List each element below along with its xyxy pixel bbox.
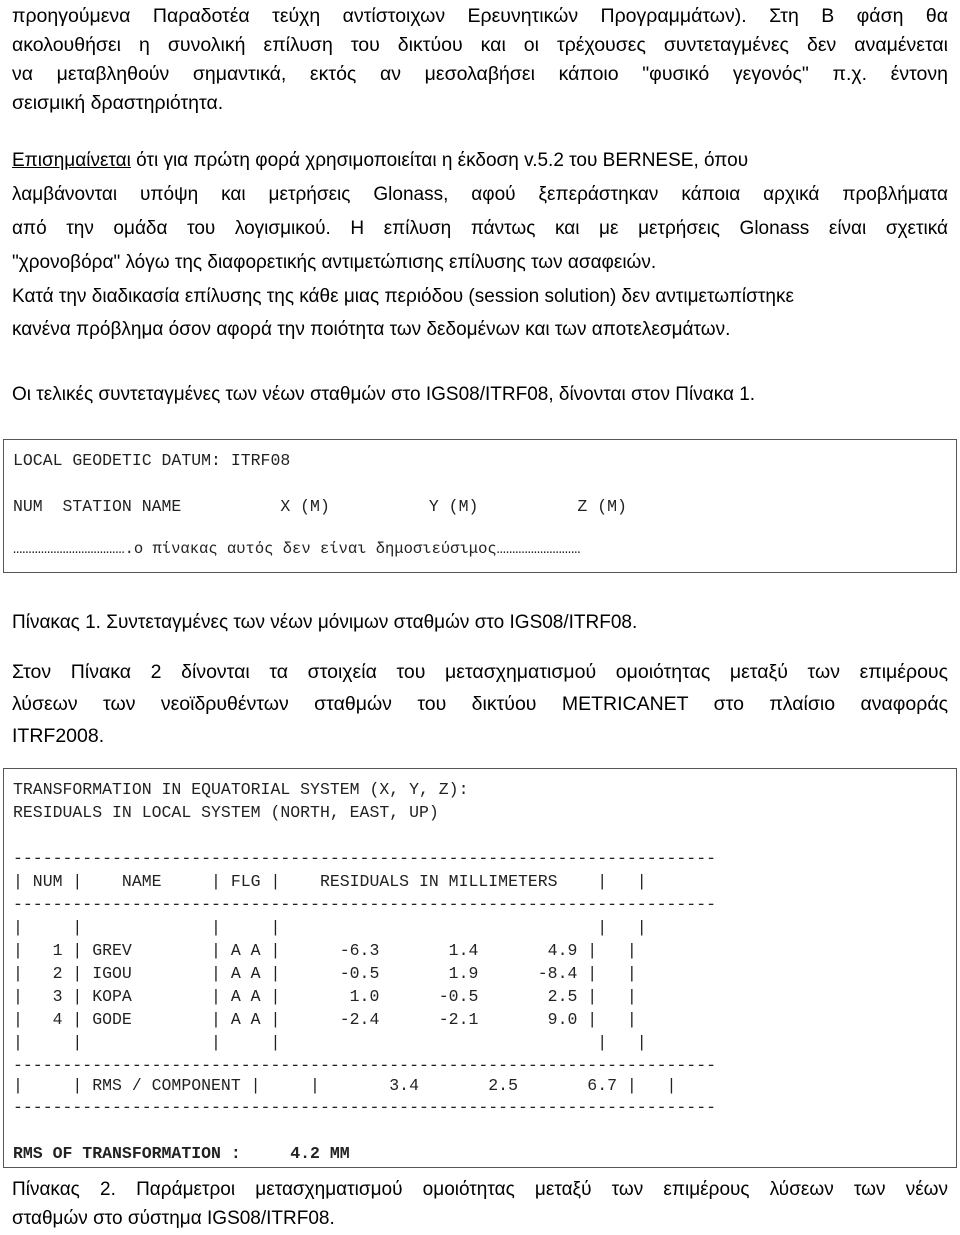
paragraph-session-line-2: κανένα πρόβλημα όσον αφορά την ποιότητα των δεδομένων και των αποτελεσμάτων.: [12, 319, 731, 340]
paragraph-table2-intro-line-1: Στον Πίνακα 2 δίνονται τα στοιχεία του μετασχηματισμού ομοιότητας μεταξύ των επιμέρους: [12, 661, 948, 683]
table-2-blank-row: | | | | | |: [13, 1033, 647, 1052]
table-2-separator: -----------------------------------------------------------------------: [13, 1056, 717, 1075]
table-2-header: | NUM | NAME | FLG | RESIDUALS IN MILLIMETERS | |: [13, 872, 647, 891]
table-1-notice: ……………………………….ο πίνακας αυτός δεν είναι δημοσιεύσιμος………………………: [13, 540, 581, 558]
table-row: | 1 | GREV | A A | -6.3 1.4 4.9 | |: [13, 941, 637, 960]
table-2-blank-row: | | | | | |: [13, 918, 647, 937]
table-2-separator: -----------------------------------------------------------------------: [13, 1098, 717, 1117]
paragraph-final-coordinates: Οι τελικές συντεταγμένες των νέων σταθμών στο IGS08/ITRF08, δίνονται στον Πίνακα 1.: [12, 384, 756, 405]
table-2-rms-transformation: RMS OF TRANSFORMATION : 4.2 MM: [13, 1144, 350, 1163]
table-2-box: [3, 768, 957, 1168]
table-2-caption-line-2: σταθμών στο σύστημα IGS08/ITRF08.: [12, 1208, 335, 1229]
note-underlined-word: Επισημαίνεται: [12, 150, 131, 171]
paragraph-note-line-2: λαμβάνονται υπόψη και μετρήσεις Glonass, αφού ξεπεράστηκαν κάποια αρχικά προβλήματα: [12, 184, 948, 205]
table-row: | 2 | IGOU | A A | -0.5 1.9 -8.4 | |: [13, 964, 637, 983]
paragraph-session-line-1: Κατά την διαδικασία επίλυσης της κάθε μιας περιόδου (session solution) δεν αντιμετωπίστηκε: [12, 286, 794, 307]
table-row: | 4 | GODE | A A | -2.4 -2.1 9.0 | |: [13, 1010, 637, 1029]
paragraph-note-line-1: [12, 144, 948, 177]
table-2-title-2: RESIDUALS IN LOCAL SYSTEM (NORTH, EAST, UP): [13, 803, 439, 822]
paragraph-intro-line-2: ακολουθήσει η συνολική επίλυση του δικτύου και οι τρέχουσες συντεταγμένες δεν αναμένεται: [12, 34, 948, 56]
note-line-1-text: ότι για πρώτη φορά χρησιμοποιείται η έκδοση v.5.2 του BERNESE, όπου: [130, 150, 749, 171]
table-1-caption: Πίνακας 1. Συντεταγμένες των νέων μόνιμων σταθμών στο IGS08/ITRF08.: [12, 612, 638, 633]
paragraph-intro-line-4: σεισμική δραστηριότητα.: [12, 92, 224, 114]
table-1-box: [3, 439, 957, 573]
table-1-header: NUM STATION NAME X (M) Y (M) Z (M): [13, 497, 627, 516]
table-2-rms-row: | | RMS / COMPONENT | | 3.4 2.5 6.7 | |: [13, 1076, 677, 1095]
table-2-title-1: TRANSFORMATION IN EQUATORIAL SYSTEM (X, Y, Z):: [13, 780, 469, 799]
paragraph-note-line-4: "χρονοβόρα" λόγω της διαφορετικής αντιμετώπισης επίλυσης των ασαφειών.: [12, 252, 657, 273]
table-2-separator: -----------------------------------------------------------------------: [13, 895, 717, 914]
table-2-separator: -----------------------------------------------------------------------: [13, 849, 717, 868]
paragraph-note-line-3: από την ομάδα του λογισμικού. Η επίλυση πάντως και με μετρήσεις Glonass είναι σχετικά: [12, 218, 948, 239]
paragraph-intro-line-3: να μεταβληθούν σημαντικά, εκτός αν μεσολαβήσει κάποιο "φυσικό γεγονός" π.χ. έντονη: [12, 63, 948, 85]
table-1-datum: LOCAL GEODETIC DATUM: ITRF08: [13, 451, 291, 470]
paragraph-intro-line-1: προηγούμενα Παραδοτέα τεύχη αντίστοιχων Ερευνητικών Προγραμμάτων). Στη Β φάση θα: [12, 5, 948, 27]
table-row: | 3 | KOPA | A A | 1.0 -0.5 2.5 | |: [13, 987, 637, 1006]
table-2-caption-line-1: Πίνακας 2. Παράμετροι μετασχηματισμού ομοιότητας μεταξύ των επιμέρους λύσεων των νέων: [12, 1179, 948, 1200]
paragraph-table2-intro-line-3: ITRF2008.: [12, 725, 105, 747]
paragraph-table2-intro-line-2: λύσεων των νεοϊδρυθέντων σταθμών του δικτύου METRICANET στο πλαίσιο αναφοράς: [12, 693, 948, 715]
